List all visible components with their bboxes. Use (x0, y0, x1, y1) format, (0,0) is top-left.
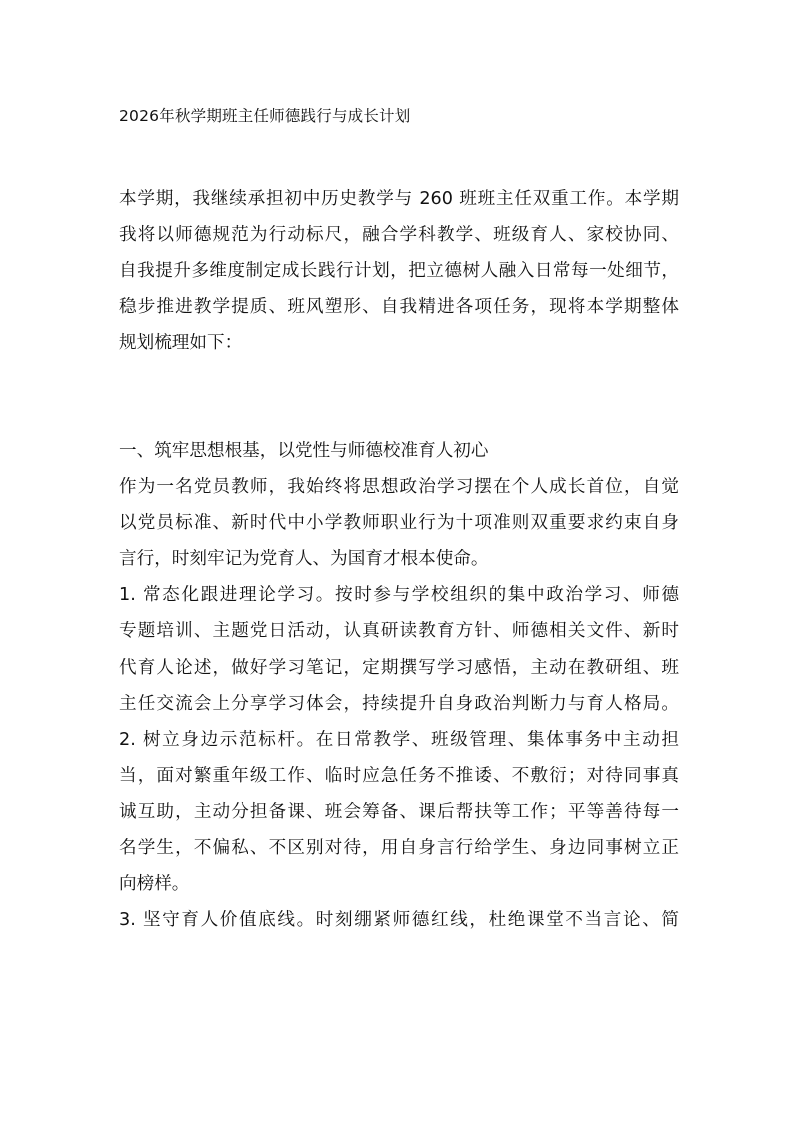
list-item-1-line: 主任交流会上分享学习体会，持续提升自身政治判断力与育人格局。 (119, 693, 679, 714)
list-item-2-line: 名学生，不偏私、不区别对待，用自身言行给学生、身边同事树立正 (119, 838, 679, 859)
document-title: 2026年秋学期班主任师德践行与成长计划 (119, 107, 411, 125)
list-item-1-line: 专题培训、主题党日活动，认真研读教育方针、师德相关文件、新时 (119, 621, 679, 642)
list-item-2-line: 当，面对繁重年级工作、临时应急任务不推诿、不敷衍；对待同事真 (119, 765, 679, 786)
section-lead-line: 作为一名党员教师，我始终将思想政治学习摆在个人成长首位，自觉 (119, 477, 679, 498)
intro-paragraph (119, 181, 679, 361)
list-item-2-line: 向榜样。 (119, 874, 190, 895)
intro-line: 规划梳理如下： (119, 333, 243, 354)
section-1 (119, 433, 679, 938)
intro-line: 稳步推进教学提质、班风塑形、自我精进各项任务，现将本学期整体 (119, 297, 679, 318)
list-item-2-line: 2. 树立身边示范标杆。在日常教学、班级管理、集体事务中主动担 (119, 729, 679, 750)
section-lead-line: 以党员标准、新时代中小学教师职业行为十项准则双重要求约束自身 (119, 513, 679, 534)
list-item-1-line: 代育人论述，做好学习笔记，定期撰写学习感悟，主动在教研组、班 (119, 657, 679, 678)
section-heading: 一、筑牢思想根基，以党性与师德校准育人初心 (119, 441, 489, 461)
intro-line: 本学期，我继续承担初中历史教学与 260 班班主任双重工作。本学期 (119, 189, 679, 209)
list-item-3-line: 3. 坚守育人价值底线。时刻绷紧师德红线，杜绝课堂不当言论、简 (119, 910, 679, 931)
section-lead-line: 言行，时刻牢记为党育人、为国育才根本使命。 (119, 549, 489, 570)
list-item-2-line: 诚互助，主动分担备课、班会筹备、课后帮扶等工作；平等善待每一 (119, 801, 679, 822)
intro-line: 我将以师德规范为行动标尺，融合学科教学、班级育人、家校协同、 (119, 225, 679, 246)
intro-line: 自我提升多维度制定成长践行计划，把立德树人融入日常每一处细节， (119, 261, 679, 282)
list-item-1-line: 1. 常态化跟进理论学习。按时参与学校组织的集中政治学习、师德 (119, 585, 679, 606)
